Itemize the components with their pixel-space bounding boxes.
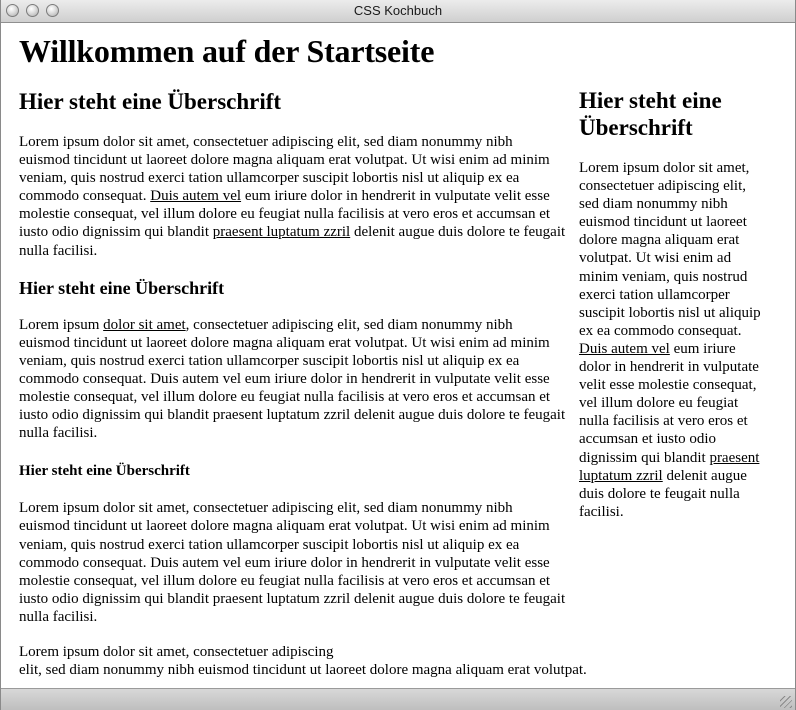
window-title: CSS Kochbuch <box>353 3 443 18</box>
page-content <box>1 23 795 688</box>
main-paragraph-2-text-b: , consectetuer adipiscing elit, sed diam nonummy nibh euismod tincidunt ut laoreet dolore magna aliquam erat volutpat. Ut wisi enim ad minim veniam, quis nostrud exerci tation ullamcorper suscipit lobortis nisl ut aliquip ex ea commodo consequat. Duis autem vel eum iriure dolor in hendrerit in vulputate velit esse molestie consequat, vel illum dolore eu feugiat nulla facilisis at vero eros et accumsan et iusto odio dignissim qui blandit praesent luptatum zzril delenit augue duis dolore te feugait nulla facilisi. <box>19 316 566 442</box>
sidebar-paragraph-text-b: eum iriure dolor in hendrerit in vulputate velit esse molestie consequat, vel illum dolore eu feugiat nulla facilisis at vero eros et accumsan et iusto odio dignissim qui blandit <box>579 340 759 466</box>
main-paragraph-1 <box>19 133 567 260</box>
status-bar <box>1 688 795 710</box>
sidebar-paragraph-text-a: Lorem ipsum dolor sit amet, consectetuer adipiscing elit, sed diam nonummy nibh euismod tincidunt ut laoreet dolore magna aliquam erat volutpat. Ut wisi enim ad minim veniam, quis nostrud exerci tation ullamcorper suscipit lobortis nisl ut aliquip ex ea commodo consequat. <box>579 160 761 339</box>
main-paragraph-1-text-b: eum iriure dolor in hendrerit in vulputate velit esse molestie consequat, vel illum dolore eu feugiat nulla facilisis at vero eros et accumsan et iusto odio dignissim qui blandit <box>19 188 551 241</box>
main-paragraph-3: Lorem ipsum dolor sit amet, consectetuer adipiscing elit, sed diam nonummy nibh euismod tincidunt ut laoreet dolore magna aliquam erat volutpat. Ut wisi enim ad minim veniam, quis nostrud exerci tation ullamcorper suscipit lobortis nisl ut aliquip ex ea commodo consequat. Duis autem vel eum iriure dolor in hendrerit in vulputate velit esse molestie consequat, vel illum dolore eu feugiat nulla facilisis at vero eros et accumsan et iusto odio dignissim qui blandit praesent luptatum zzril delenit augue duis dolore te feugait nulla facilisi. <box>19 500 566 625</box>
link-duis-autem-vel[interactable]: Duis autem vel <box>150 188 242 205</box>
sidebar-paragraph <box>579 159 769 521</box>
page-title: Willkommen auf der Startseite <box>19 33 435 69</box>
link-dolor-sit-amet[interactable]: dolor sit amet <box>103 316 186 333</box>
sidebar-paragraph-text-c: delenit augue duis dolore te feugait nulla facilisi. <box>579 467 747 520</box>
main-heading-3: Hier steht eine Überschrift <box>19 463 190 480</box>
main-heading-1: Hier steht eine Überschrift <box>19 89 282 114</box>
main-footer-line-2: elit, sed diam nonummy nibh euismod tincidunt ut laoreet dolore magna aliquam erat volutpat. <box>19 662 587 679</box>
resize-handle-icon[interactable] <box>780 696 792 708</box>
main-paragraph-2 <box>19 316 567 443</box>
sidebar-link-duis-autem-vel[interactable]: Duis autem vel <box>579 340 670 357</box>
sidebar-column <box>579 87 771 521</box>
sidebar-link-praesent-luptatum-zzril[interactable]: praesent luptatum zzril <box>579 449 760 484</box>
main-paragraph-1-text-c: delenit augue duis dolore te feugait nulla facilisi. <box>19 224 566 259</box>
title-bar[interactable] <box>1 0 795 23</box>
main-heading-2: Hier steht eine Überschrift <box>19 277 225 298</box>
main-footer-line-1: Lorem ipsum dolor sit amet, consectetuer adipiscing <box>19 643 334 660</box>
main-paragraph-1-text-a: Lorem ipsum dolor sit amet, consectetuer adipiscing elit, sed diam nonummy nibh euismod tincidunt ut laoreet dolore magna aliquam erat volutpat. Ut wisi enim ad minim veniam, quis nostrud exerci tation ullamcorper suscipit lobortis nisl ut aliquip ex ea commodo consequat. <box>19 134 550 205</box>
sidebar-heading: Hier steht eine Überschrift <box>579 88 722 140</box>
link-praesent-luptatum-zzril[interactable]: praesent luptatum zzril <box>212 224 351 241</box>
main-paragraph-2-text-a: Lorem ipsum <box>19 316 104 333</box>
main-column <box>19 87 587 679</box>
